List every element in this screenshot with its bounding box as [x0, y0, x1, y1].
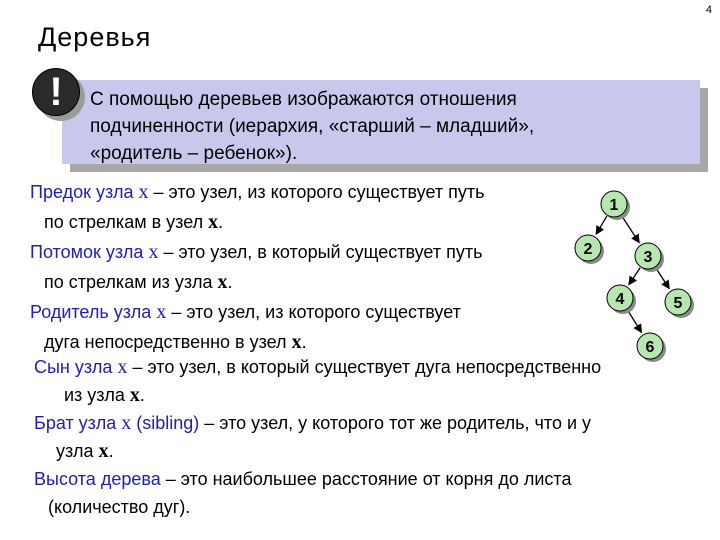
callout-line-3: «родитель – ребенок»). [90, 143, 298, 164]
def-text: из узла [64, 385, 130, 405]
def-text: – это узел, у которого тот же родитель, что и у [199, 413, 592, 433]
tree-node-4 [607, 285, 636, 314]
page-number: 4 [705, 4, 712, 16]
def-end: . [301, 332, 307, 352]
tree-node-label: 6 [645, 339, 655, 356]
tree-node-2 [575, 235, 604, 264]
def-term: Потомок узла [30, 242, 144, 262]
page-title: Деревья [38, 22, 152, 52]
def-term: Сын узла [34, 357, 113, 377]
def-var: x [291, 331, 302, 353]
tree-edge [629, 268, 640, 285]
tree-node-5 [665, 289, 694, 318]
def-var: x [217, 271, 228, 293]
def-text: – это узел, из которого существует путь [148, 182, 485, 202]
tree-node-3 [635, 243, 664, 272]
def-term: Родитель узла [30, 302, 152, 322]
def-text: по стрелкам из узла [44, 272, 218, 292]
def-var: x [121, 412, 132, 434]
def-end: . [139, 385, 145, 405]
def-var: x [129, 384, 140, 406]
def-text: по стрелкам в узел [44, 212, 209, 232]
def-text: дуга непосредственно в узел [44, 332, 292, 352]
tree-node-label: 2 [583, 241, 593, 258]
def-text: (количество дуг). [48, 497, 191, 517]
def-var: x [156, 301, 167, 323]
tree-node-label: 5 [673, 295, 683, 312]
tree-edge [622, 216, 640, 243]
def-var: x [138, 181, 149, 203]
callout-line-2: подчиненности (иерархия, «старший – младший», [90, 116, 535, 137]
def-end: . [218, 212, 224, 232]
def-var: x [208, 211, 219, 233]
tree-edge [656, 268, 670, 289]
def-end: . [108, 441, 114, 461]
def-term: Брат узла [34, 413, 117, 433]
tree-edge [596, 216, 607, 234]
def-var: x [148, 241, 159, 263]
def-text: – это наибольшее расстояние от корня до листа [160, 469, 572, 489]
tree-node-label: 1 [609, 197, 619, 214]
tree-edge [627, 310, 641, 333]
tree-node-label: 3 [643, 249, 653, 266]
tree-node-label: 4 [615, 291, 625, 308]
callout-line-1: С помощью деревьев изображаются отношения [90, 89, 517, 110]
def-var: x [117, 356, 128, 378]
def-text: узла [56, 441, 99, 461]
def-term-english: (sibling) [131, 413, 200, 433]
def-text: – это узел, из которого существует [166, 302, 461, 322]
def-end: . [227, 272, 233, 292]
tree-node-6 [637, 333, 666, 362]
def-term: Предок узла [30, 182, 134, 202]
def-var: x [98, 440, 109, 462]
def-term: Высота дерева [34, 469, 161, 489]
exclamation-icon: ! [32, 68, 80, 116]
def-text: – это узел, в который существует путь [158, 242, 483, 262]
tree-node-1 [601, 191, 630, 220]
def-text: – это узел, в который существует дуга непосредственно [127, 357, 602, 377]
